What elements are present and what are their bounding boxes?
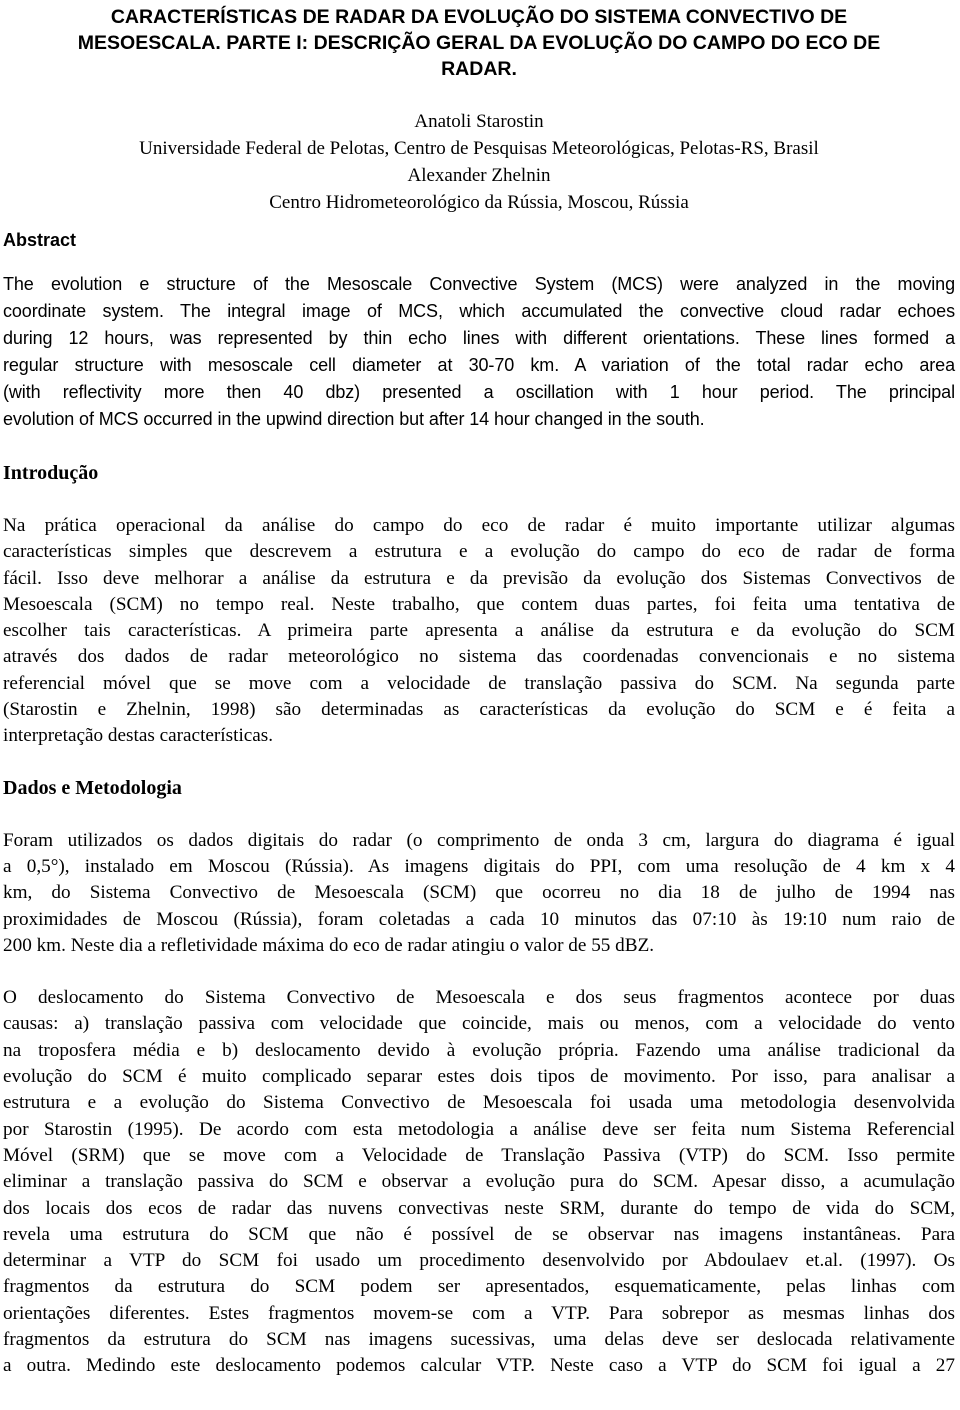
section-heading-dados: Dados e Metodologia — [3, 776, 182, 799]
paragraph-line: Na prática operacional da análise do campo do eco de radar é muito importante utilizar algumas — [3, 515, 955, 536]
paragraph-line: orientações diferentes. Estes fragmentos movem-se com a VTP. Para sobrepor as mesmas linhas dos — [3, 1302, 955, 1324]
paragraph-line: escolher tais características. A primeira parte apresenta a análise da estrutura e da evolução do SCM — [3, 620, 955, 642]
author-name: Anatoli Starostin — [414, 111, 544, 132]
paragraph-line: estrutura e a evolução do Sistema Convectivo de Mesoescala foi usada uma metodologia desenvolvida — [3, 1092, 955, 1114]
introducao-paragraph — [3, 513, 955, 750]
abstract-line: during 12 hours, was represented by thin echo lines with different orientations. These lines formed a — [3, 328, 955, 348]
paragraph-line: Foram utilizados os dados digitais do radar (o comprimento de onda 3 cm, largura do diagrama é igual — [3, 829, 955, 851]
author-block — [3, 108, 955, 216]
abstract-line: The evolution e structure of the Mesoscale Convective System (MCS) were analyzed in the moving — [3, 274, 955, 294]
paragraph-line: determinar a VTP do SCM foi usado um procedimento desenvolvido por Abdoulaev et.al. (1997). Os — [3, 1250, 955, 1272]
abstract-line: evolution of MCS occurred in the upwind direction but after 14 hour changed in the south. — [3, 409, 705, 429]
dados-paragraph-1 — [3, 828, 955, 959]
paragraph-line: a 0,5°), instalado em Moscou (Rússia). As imagens digitais do PPI, com uma resolução de 4 km x 4 — [3, 855, 955, 877]
paragraph-line: através dos dados de radar meteorológico no sistema das coordenadas convencionais e no sistema — [3, 646, 955, 668]
paragraph-line: revela uma estrutura do SCM que não é possível de se observar nas imagens instantâneas. Para — [3, 1223, 955, 1245]
abstract-line: (with reflectivity more then 40 dbz) presented a oscillation with 1 hour period. The principal — [3, 382, 955, 402]
paragraph-line: eliminar a translação passiva do SCM e observar a evolução pura do SCM. Apesar disso, a acumulação — [3, 1171, 955, 1193]
paragraph-line: Mesoescala (SCM) no tempo real. Neste trabalho, que contem duas partes, foi feita uma tentativa de — [3, 593, 955, 615]
author-name: Alexander Zhelnin — [407, 165, 551, 186]
paragraph-line: O deslocamento do Sistema Convectivo de Mesoescala e dos seus fragmentos acontece por duas — [3, 987, 955, 1009]
paragraph-line: causas: a) translação passiva com velocidade que coincide, mais ou menos, com a velocidade do vento — [3, 1013, 955, 1035]
paragraph-line: evolução do SCM é muito complicado separar estes dois tipos de movimento. Por isso, para analisar a — [3, 1066, 955, 1088]
title-line: MESOESCALA. PARTE I: DESCRIÇÃO GERAL DA EVOLUÇÃO DO CAMPO DO ECO DE — [77, 32, 881, 54]
paragraph-line: proximidades de Moscou (Rússia), foram coletadas a cada 10 minutos das 07:10 às 19:10 num raio de — [3, 908, 955, 930]
title-line: RADAR. — [441, 58, 517, 80]
paragraph-line: dos locais dos ecos de radar das nuvens convectivas neste SRM, durante do tempo de vida do SCM, — [3, 1197, 955, 1219]
paragraph-line: referencial móvel que se move com a velocidade de translação passiva do SCM. Na segunda parte — [3, 672, 955, 694]
paragraph-line: 200 km. Neste dia a refletividade máxima do eco de radar atingiu o valor de 55 dBZ. — [3, 934, 655, 956]
abstract-body — [3, 271, 955, 433]
paragraph-line: na troposfera média e b) deslocamento devido à evolução própria. Fazendo uma análise tradicional da — [3, 1039, 955, 1061]
author-affiliation: Universidade Federal de Pelotas, Centro de Pesquisas Meteorológicas, Pelotas-RS, Brasil — [139, 138, 819, 159]
paragraph-line: interpretação destas características. — [3, 725, 274, 747]
paragraph-line: características simples que descrevem a estrutura e a evolução do campo do eco de radar de forma — [3, 541, 955, 563]
paper-title — [3, 4, 955, 82]
abstract-heading: Abstract — [3, 230, 77, 250]
paragraph-line: fragmentos da estrutura do SCM nas imagens sucessivas, uma delas deve ser deslocada relativamente — [3, 1329, 955, 1351]
paragraph-line: fragmentos da estrutura do SCM podem ser apresentados, esquematicamente, pelas linhas com — [3, 1276, 955, 1298]
paragraph-line: Móvel (SRM) que se move com a Velocidade de Translação Passiva (VTP) do SCM. Isso permite — [3, 1144, 955, 1166]
section-heading-introducao: Introdução — [3, 462, 99, 484]
paragraph-line: (Starostin e Zhelnin, 1998) são determinadas as características da evolução do SCM e é feita a — [3, 699, 955, 721]
author-affiliation: Centro Hidrometeorológico da Rússia, Moscou, Rússia — [269, 192, 689, 213]
dados-paragraph-2 — [3, 985, 955, 1379]
document-page — [3, 4, 955, 1380]
paragraph-line: km, do Sistema Convectivo de Mesoescala (SCM) que ocorreu no dia 18 de julho de 1994 nas — [3, 882, 955, 904]
title-line: CARACTERÍSTICAS DE RADAR DA EVOLUÇÃO DO SISTEMA CONVECTIVO DE — [110, 6, 848, 28]
abstract-line: regular structure with mesoscale cell diameter at 30-70 km. A variation of the total radar echo area — [3, 355, 955, 375]
paragraph-line: por Starostin (1995). De acordo com esta metodologia a análise deve ser feita num Sistema Referencial — [3, 1118, 955, 1140]
paragraph-line: fácil. Isso deve melhorar a análise da estrutura e da previsão da evolução dos Sistemas Convectivos de — [3, 567, 955, 589]
paragraph-line: a outra. Medindo este deslocamento podemos calcular VTP. Neste caso a VTP do SCM foi igual a 27 — [3, 1355, 955, 1377]
abstract-line: coordinate system. The integral image of MCS, which accumulated the convective cloud radar echoes — [3, 301, 955, 321]
